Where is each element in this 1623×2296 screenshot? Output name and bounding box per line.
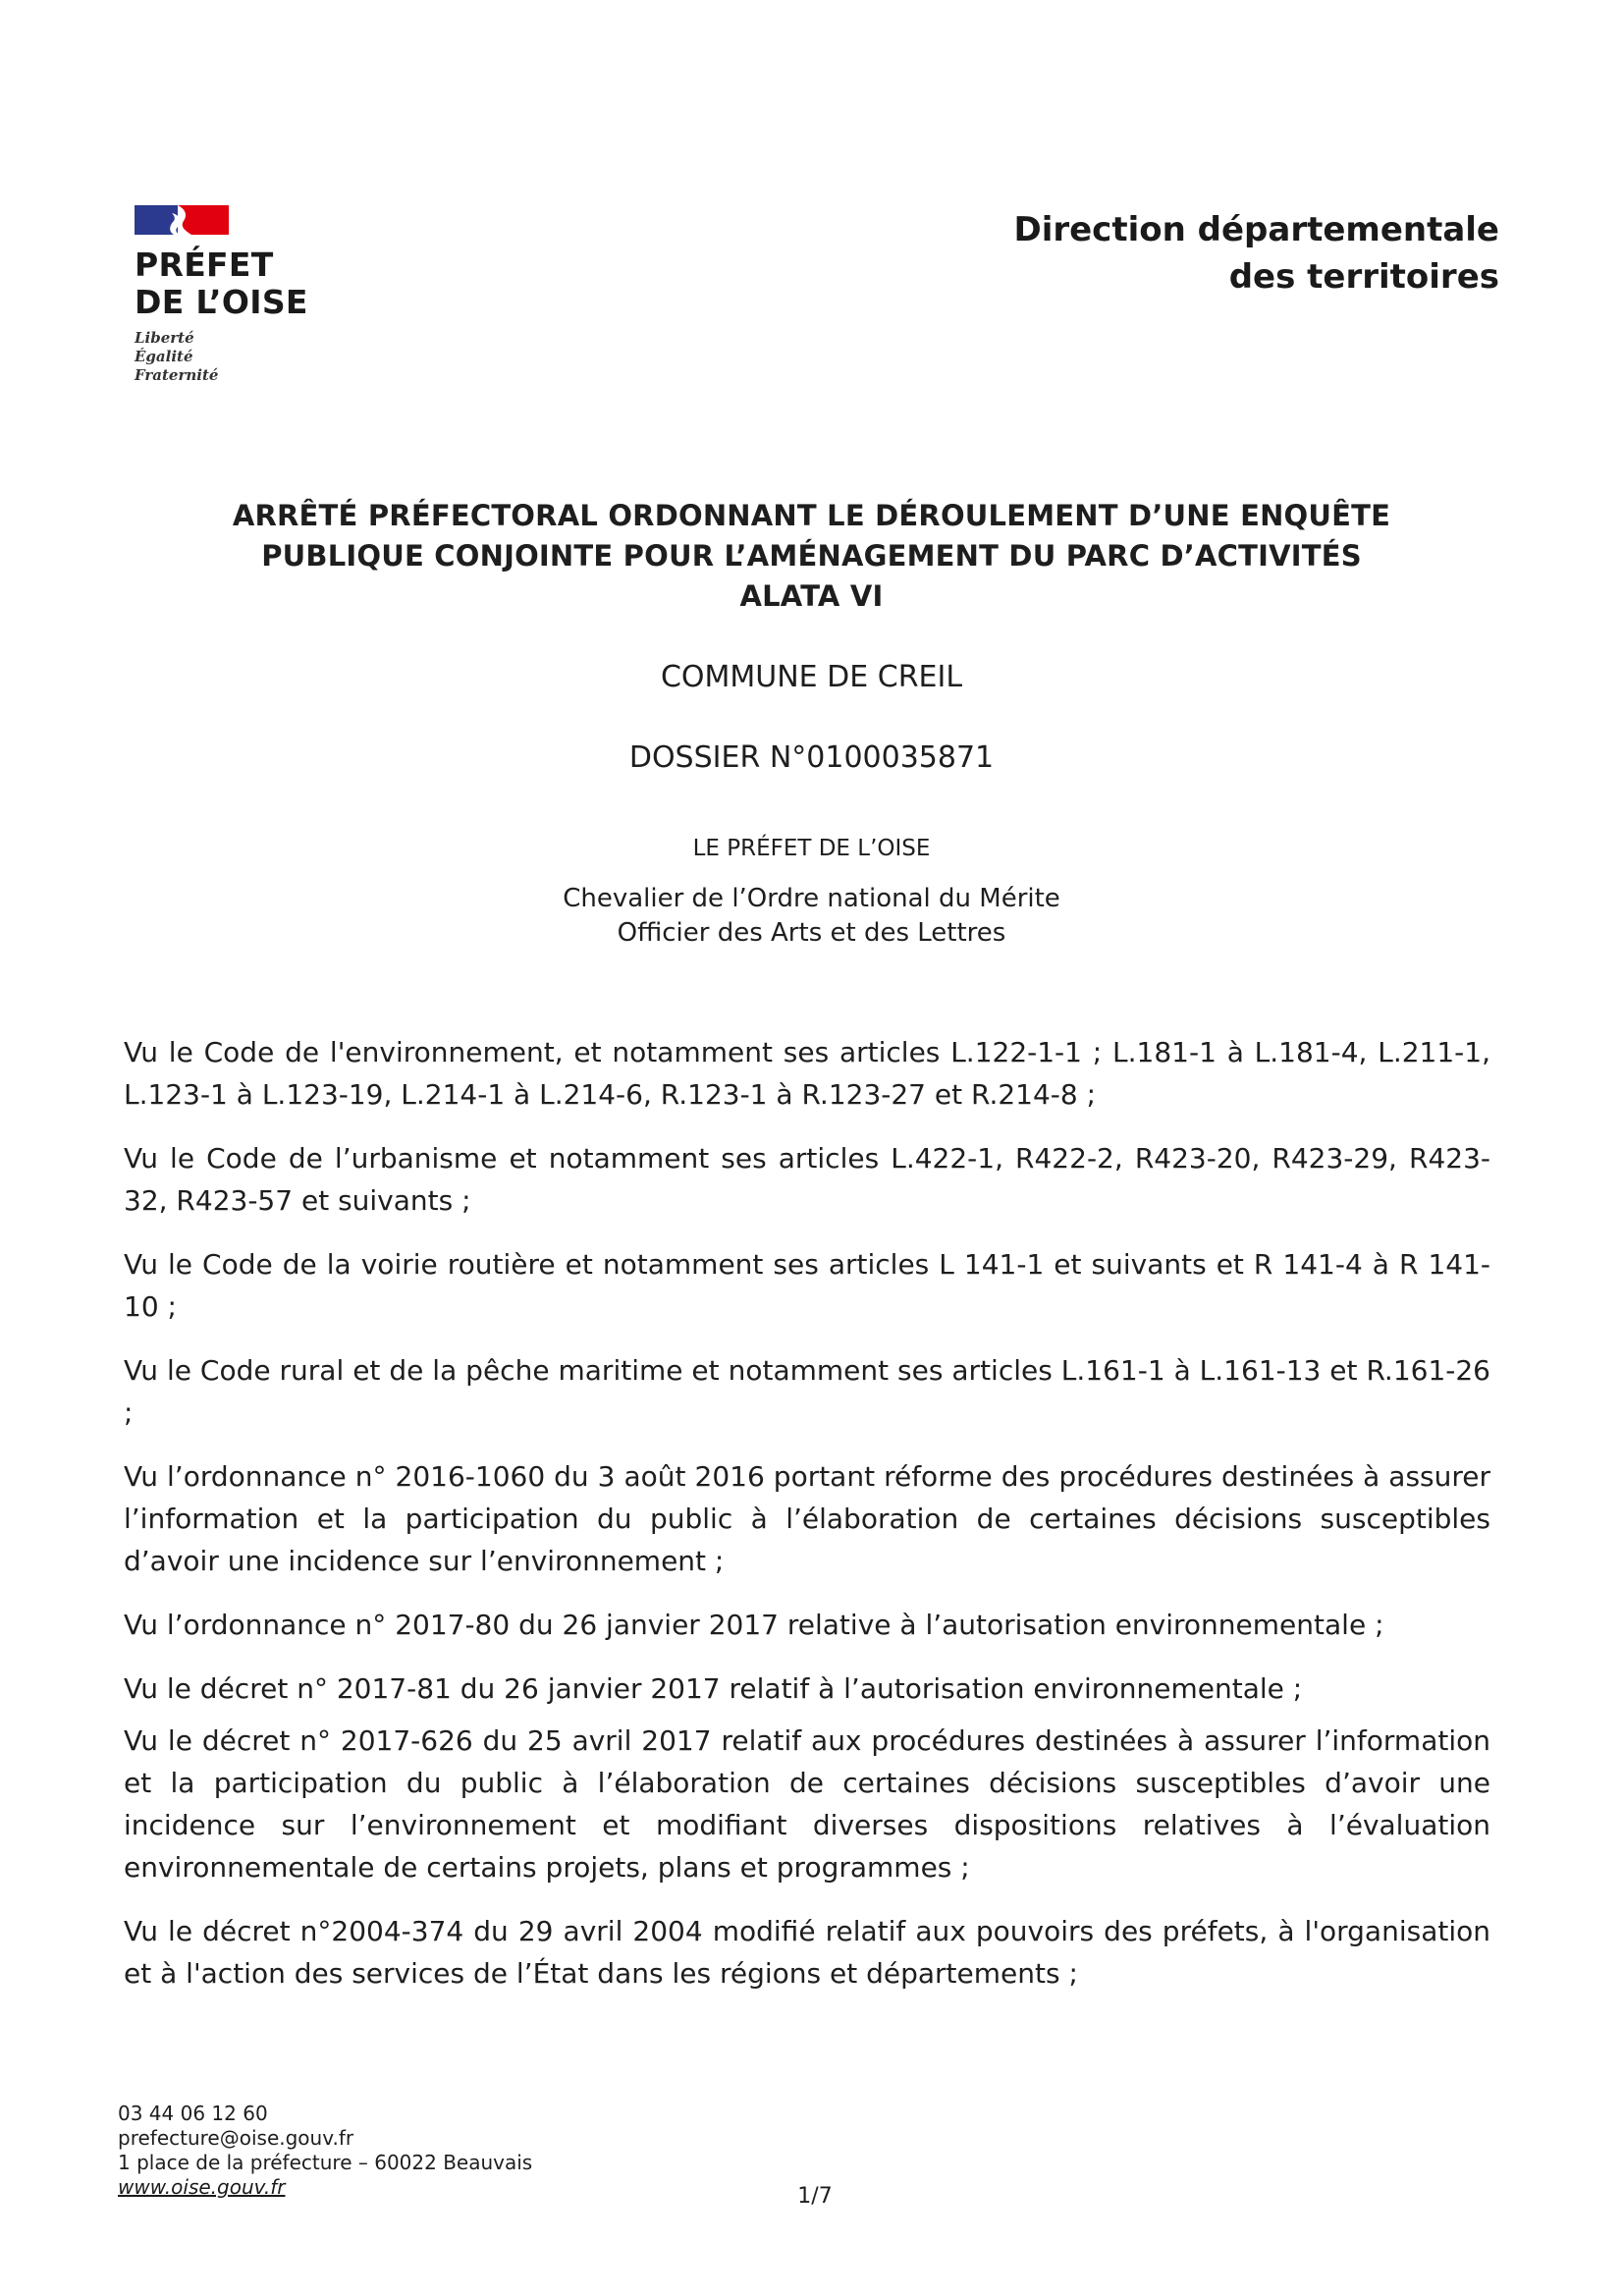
motto-liberte: Liberté (135, 329, 194, 347)
footer-phone: 03 44 06 12 60 (118, 2102, 268, 2125)
issuing-direction (1013, 206, 1499, 301)
dossier-number: DOSSIER N°0100035871 (628, 740, 995, 775)
visa-paragraph: Vu l’ordonnance n° 2016-1060 du 3 août 2016 portant réforme des procédures destinées à assurer l’information et la participation du public à l’élaboration de certaines décisions susceptibles d’avoir une incidence sur l’environnement ; (124, 1460, 1490, 1577)
marianne-flag-icon (135, 201, 229, 239)
honor-line1: Chevalier de l’Ordre national du Mérite (563, 884, 1060, 913)
visa-paragraph: Vu le Code rural et de la pêche maritime et notamment ses articles L.161-1 à L.161-13 et R.161-26 ; (124, 1354, 1490, 1429)
republic-motto (135, 329, 351, 385)
direction-line1: Direction départementale (1013, 210, 1499, 249)
title-line3: ALATA VI (739, 579, 884, 613)
visa-paragraph: Vu le Code de l'environnement, et notamment ses articles L.122-1-1 ; L.181-1 à L.181-4, L.211-1, L.123-1 à L.123-19, L.214-1 à L.214-6, R.123-1 à R.123-27 et R.214-8 ; (124, 1036, 1490, 1111)
visa-paragraph: Vu le Code de l’urbanisme et notamment ses articles L.422-1, R422-2, R423-20, R423-29, R423-32, R423-57 et suivants ; (124, 1142, 1490, 1217)
motto-egalite: Égalité (135, 348, 193, 365)
visa-paragraph: Vu le Code de la voirie routière et notamment ses articles L 141-1 et suivants et R 141-4 à R 141-10 ; (124, 1248, 1490, 1323)
title-line1: ARRÊTÉ PRÉFECTORAL ORDONNANT LE DÉROULEMENT D’UNE ENQUÊTE (232, 499, 1391, 532)
contact-footer (118, 2102, 532, 2200)
title-line2: PUBLIQUE CONJOINTE POUR L’AMÉNAGEMENT DU PARC D’ACTIVITÉS (261, 539, 1362, 573)
prefet-honors (0, 882, 1623, 951)
visa-paragraph: Vu le décret n° 2017-626 du 25 avril 2017 relatif aux procédures destinées à assurer l’information et la participation du public à l’élaboration de certaines décisions susceptibles d’avoir une incidence sur l’environnement et modifiant diverses dispositions relatives à l’évaluation environnementale de certains projets, plans et programmes ; (124, 1724, 1490, 1884)
honor-line2: Officier des Arts et des Lettres (617, 918, 1006, 948)
decree-title (157, 496, 1466, 617)
footer-address: 1 place de la préfecture – 60022 Beauvais (118, 2151, 533, 2174)
visa-paragraph: Vu le décret n°2004-374 du 29 avril 2004 modifié relatif aux pouvoirs des préfets, à l'organisation et à l'action des services de l’État dans les régions et départements ; (124, 1915, 1490, 1990)
visas-list (124, 1031, 1490, 2016)
prefet-logo (135, 201, 351, 385)
visa-paragraph: Vu l’ordonnance n° 2017-80 du 26 janvier 2017 relative à l’autorisation environnementale ; (124, 1609, 1384, 1641)
page-number: 1/7 (797, 2184, 833, 2209)
commune-label: COMMUNE DE CREIL (660, 660, 963, 694)
visa-paragraph: Vu le décret n° 2017-81 du 26 janvier 2017 relatif à l’autorisation environnementale ; (124, 1672, 1303, 1705)
footer-email: prefecture@oise.gouv.fr (118, 2126, 354, 2150)
prefet-heading: LE PRÉFET DE L’OISE (692, 836, 931, 861)
logo-title-line1: PRÉFET (135, 246, 274, 284)
motto-fraternite: Fraternité (135, 366, 219, 384)
logo-title-line2: DE L’OISE (135, 283, 308, 321)
direction-line2: des territoires (1228, 257, 1499, 297)
footer-website-link[interactable]: www.oise.gouv.fr (118, 2175, 286, 2199)
